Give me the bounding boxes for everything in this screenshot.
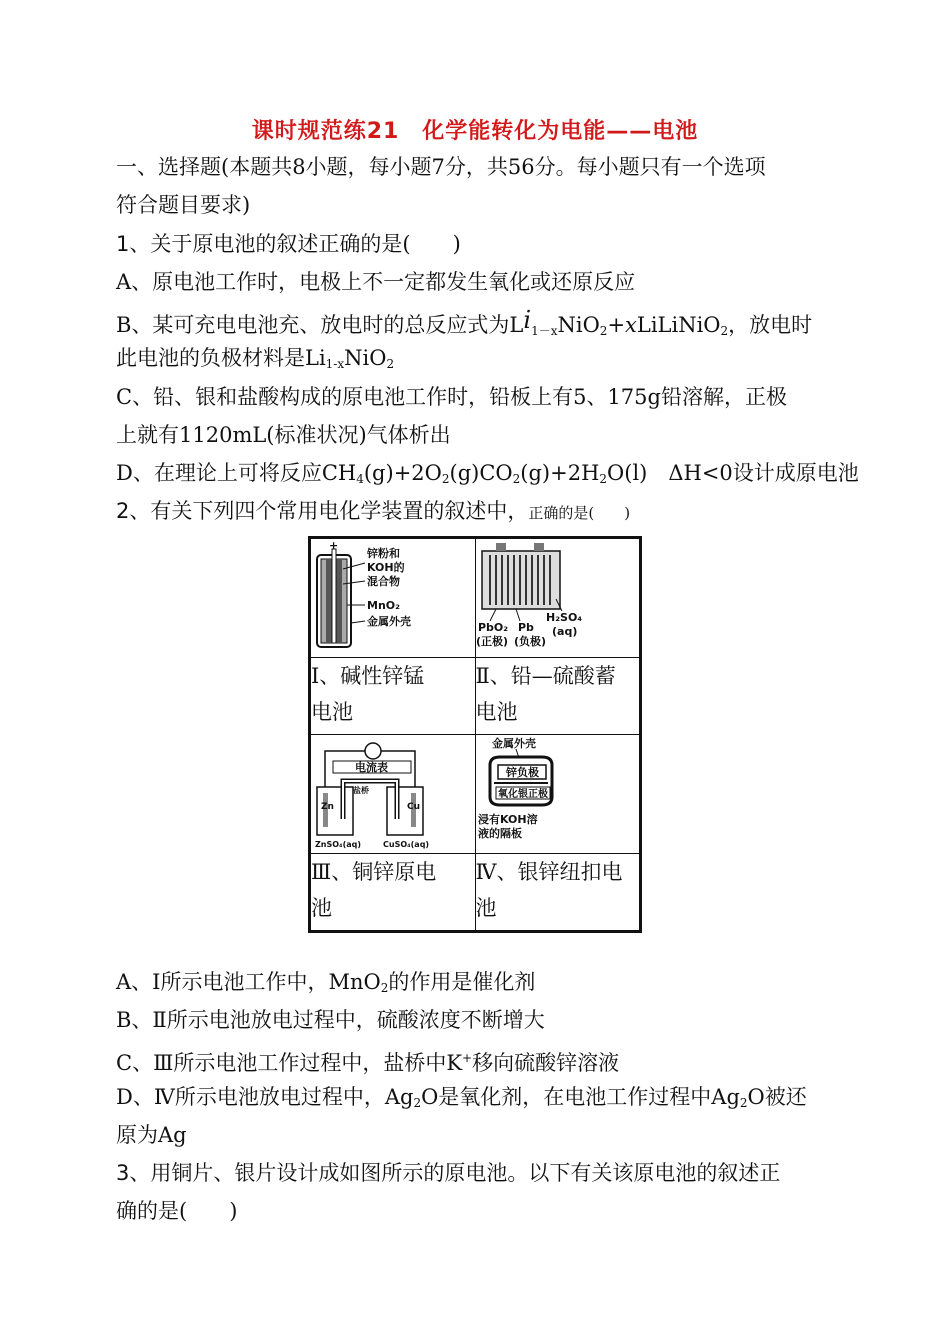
q1-number: 1 — [116, 232, 130, 256]
fig1-label-mix: 混合物 — [367, 575, 400, 588]
q3-stem — [116, 1158, 780, 1188]
q1-stem — [116, 229, 461, 259]
cu-zn-figure — [311, 735, 463, 853]
q2-c-sup: + — [462, 1051, 473, 1065]
fig4-label-shell: 金属外壳 — [491, 737, 536, 750]
fig3-label-cuso4: CuSO₄(aq) — [383, 840, 430, 849]
q1-b-prefix: B、某可充电电池充、放电时的总反应式为L — [116, 313, 524, 337]
device-table — [308, 536, 642, 933]
q1-b-sub2: 2 — [599, 324, 608, 338]
lead-terminal-2 — [534, 543, 544, 551]
caption-cell-1 — [310, 658, 476, 735]
caption-cell-2 — [475, 658, 641, 735]
fig2-label-pbo2: PbO₂ — [477, 621, 508, 634]
lead-terminal-1 — [496, 543, 506, 551]
q2-stem-text: 、有关下列四个常用电化学装置的叙述中， — [129, 499, 529, 523]
fig1-label-koh: KOH的 — [367, 561, 405, 574]
caption-2-line2: 电池 — [475, 700, 518, 724]
leader-4 — [351, 621, 365, 623]
fig2-label-pb: Pb — [517, 621, 534, 634]
lead-leader-2 — [516, 609, 520, 621]
q2-d-b: O是氧化剂，在电池工作过程中Ag — [421, 1085, 740, 1109]
q1-d-s1: 4 — [356, 472, 364, 486]
q1-d-c: (g)CO — [449, 461, 513, 485]
q1-b-sub: 1－x — [531, 324, 558, 338]
q2-stem-small: 正确的是( ) — [528, 504, 631, 522]
q1-d-s4: 2 — [599, 472, 608, 486]
fig3-label-saltbridge: 盐桥 — [353, 786, 369, 795]
q1-d-b: (g)+2O — [363, 461, 442, 485]
q2-d-c: O被还 — [747, 1085, 807, 1109]
fig1-label-zinc: 锌粉和 — [367, 547, 400, 560]
q1-d-s2: 2 — [441, 472, 450, 486]
battery-plus: + — [329, 539, 339, 552]
fig2-label-negative: (负极) — [513, 635, 546, 648]
q1-b-sub3: 2 — [720, 324, 729, 338]
q2-d-sub1: 2 — [413, 1096, 422, 1110]
fig3-label-zn: Zn — [321, 802, 334, 812]
fig3-label-znso4: ZnSO₄(aq) — [315, 840, 361, 849]
q2-stem — [116, 496, 630, 528]
q1-option-a: A、原电池工作时，电极上不一定都发生氧化或还原反应 — [116, 270, 636, 294]
q2-option-b: B、Ⅱ所示电池放电过程中，硫酸浓度不断增大 — [116, 1008, 545, 1032]
fig4-label-ag2o: 氧化银正极 — [497, 789, 548, 800]
q1-b-x: x — [625, 313, 637, 337]
caption-1-line1: Ⅰ、碱性锌锰 — [311, 664, 425, 688]
fig1-label-shell: 金属外壳 — [367, 615, 411, 628]
q1-d-e: O(l) ΔH<0设计成原电池 — [607, 461, 859, 485]
q2-option-d — [116, 1082, 807, 1118]
q2-a-b: 的作用是催化剂 — [388, 970, 536, 994]
q3-stem-text: 、用铜片、银片设计成如图所示的原电池。以下有关该原电池的叙述正 — [129, 1161, 781, 1185]
section-heading-line1: 一、选择题(本题共8小题，每小题7分，共56分。每小题只有一个选项 — [116, 155, 766, 179]
q1-option-c-line2: 上就有1120mL(标准状况)气体析出 — [116, 423, 451, 447]
q1-d-s3: 2 — [512, 472, 521, 486]
q2-c-a: C、Ⅲ所示电池工作过程中，盐桥中K — [116, 1051, 463, 1075]
caption-3-line1: Ⅲ、铜锌原电 — [311, 860, 437, 884]
q2-d-a: D、Ⅳ所示电池放电过程中，Ag — [116, 1085, 414, 1109]
fig4-label-zinc: 锌负极 — [505, 766, 539, 779]
caption-4-line1: Ⅳ、银锌纽扣电 — [475, 860, 623, 884]
q2-d-sub2: 2 — [739, 1096, 748, 1110]
q1-b2-mid: NiO — [344, 346, 387, 370]
q2-c-b: 移向硫酸锌溶液 — [472, 1051, 620, 1075]
figure-alkaline-battery — [310, 538, 476, 658]
fig4-label-separator: 液的隔板 — [477, 827, 522, 840]
figure-copper-zinc-cell — [310, 735, 476, 854]
fig4-label-koh: 浸有KOH溶 — [477, 813, 538, 826]
caption-2-line1: Ⅱ、铅—硫酸蓄 — [475, 664, 616, 688]
q1-d-d: (g)+2H — [520, 461, 600, 485]
caption-3-line2: 池 — [311, 896, 332, 920]
caption-cell-4 — [475, 854, 641, 932]
q2-option-c — [116, 1043, 619, 1078]
q2-a-sub: 2 — [380, 981, 389, 995]
q3-number: 3 — [116, 1161, 130, 1185]
fig2-label-aq: (aq) — [551, 625, 577, 638]
q1-d-a: D、在理论上可将反应CH — [116, 461, 357, 485]
q1-b-tail: LiLiNiO — [636, 313, 721, 337]
q1-option-b — [116, 305, 812, 346]
q1-stem-text: 、关于原电池的叙述正确的是( ) — [129, 232, 461, 256]
fig3-label-ammeter: 电流表 — [355, 761, 388, 774]
lead-acid-figure — [476, 539, 652, 657]
q2-option-d-line2: 原为Ag — [116, 1123, 187, 1147]
fig2-label-positive: (正极) — [475, 635, 508, 648]
q1-b2-sub2: 2 — [386, 357, 395, 371]
alkaline-battery-figure — [311, 539, 463, 657]
caption-1-line2: 电池 — [311, 700, 353, 724]
q1-b-mid: NiO — [557, 313, 600, 337]
q1-b2-sub: 1-x — [325, 357, 345, 371]
ammeter-dial — [365, 743, 381, 759]
lead-leader-1 — [490, 609, 496, 621]
q1-b-i: i — [523, 306, 532, 334]
q2-number: 2 — [116, 499, 130, 523]
q3-stem-line2: 确的是( ) — [116, 1199, 238, 1223]
q1-b-plus: + — [607, 313, 626, 337]
q1-option-b-line2 — [116, 343, 394, 379]
q2-a-a: A、Ⅰ所示电池工作中，MnO — [116, 970, 381, 994]
q1-b-end: ，放电时 — [728, 313, 813, 337]
button-cell-figure — [476, 735, 652, 853]
figure-button-cell — [475, 735, 641, 854]
q1-option-c: C、铅、银和盐酸构成的原电池工作时，铅板上有5、175g铅溶解，正极 — [116, 385, 787, 409]
fig2-label-h2so4: H₂SO₄ — [545, 611, 582, 624]
caption-4-line2: 池 — [475, 896, 497, 920]
fig3-label-cu: Cu — [407, 802, 421, 812]
q1-b2-prefix: 此电池的负极材料是Li — [116, 346, 326, 370]
fig1-label-mno2: MnO₂ — [367, 599, 400, 612]
q1-option-d — [116, 458, 859, 494]
section-heading-line2: 符合题目要求) — [116, 193, 251, 217]
page-title: 课时规范练21 化学能转化为电能——电池 — [251, 119, 699, 144]
q2-option-a — [116, 967, 535, 1003]
battery-rod — [332, 549, 336, 643]
figure-lead-acid-battery — [475, 538, 641, 658]
caption-cell-3 — [310, 854, 476, 932]
